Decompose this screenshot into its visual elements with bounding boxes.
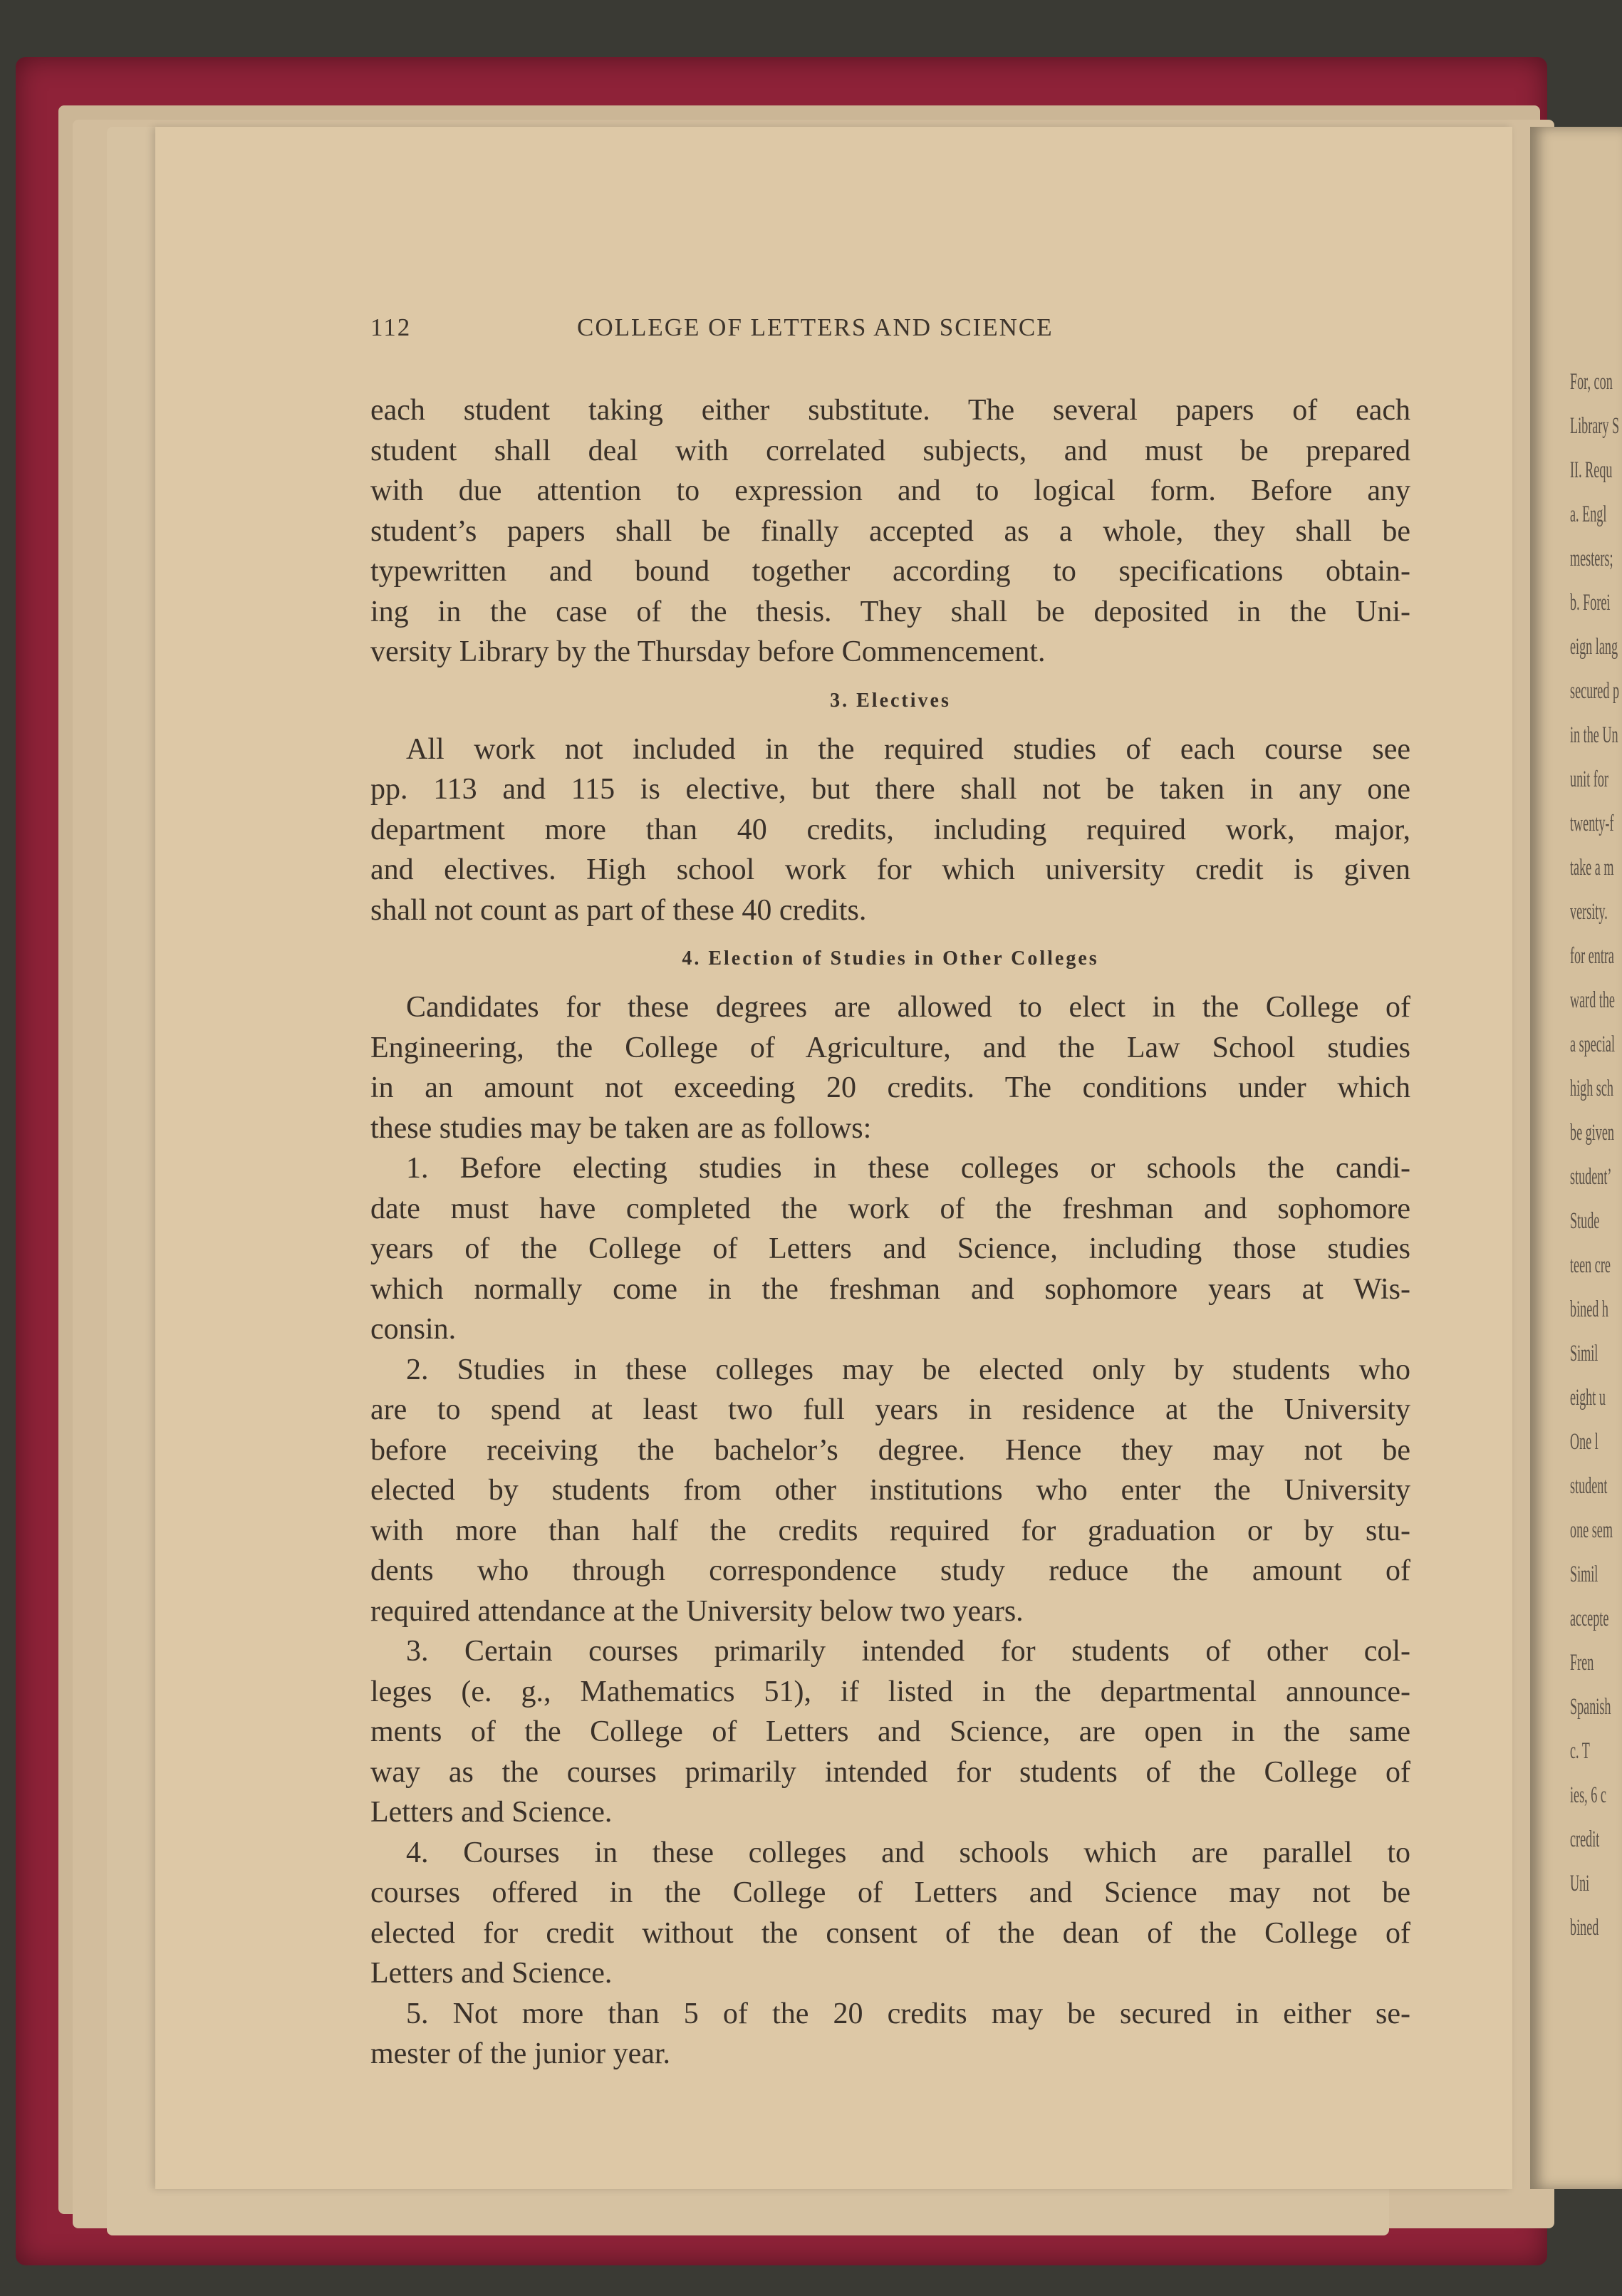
text-line: pp. 113 and 115 is elective, but there shall not be taken in any one [370, 773, 1410, 806]
facing-page-text-fragment: ward the [1570, 987, 1616, 1013]
condition-item-3 [370, 1631, 1410, 1833]
text-line: 1. Before electing studies in these colleges or schools the candi- [406, 1152, 1410, 1185]
facing-page-text-fragment: for entra [1570, 943, 1614, 969]
facing-page-text-fragment: student’ [1570, 1164, 1612, 1190]
body-text [370, 390, 1410, 2074]
facing-page-text-fragment: bined [1570, 1915, 1599, 1941]
text-line: courses offered in the College of Letters and Science may not be [370, 1876, 1410, 1909]
text-line: before receiving the bachelor’s degree. Hence they may not be [370, 1433, 1410, 1467]
facing-page-text-fragment: c. T [1570, 1738, 1590, 1764]
facing-page-text-fragment: Simil [1570, 1341, 1598, 1366]
text-line: are to spend at least two full years in residence at the University [370, 1393, 1410, 1426]
facing-page-text-fragment: One l [1570, 1429, 1598, 1455]
facing-page-text-fragment: high sch [1570, 1076, 1614, 1101]
text-line: elected by students from other institutions who enter the University [370, 1474, 1410, 1507]
facing-page-text-fragment: II. Requ [1570, 457, 1613, 483]
text-line: 4. Courses in these colleges and schools which are parallel to [406, 1836, 1410, 1869]
text-line: 3. Certain courses primarily intended for students of other col- [406, 1635, 1410, 1668]
text-line: date must have completed the work of the freshman and sophomore [370, 1192, 1410, 1225]
section-heading-electives: 3. Electives [830, 689, 951, 712]
condition-item-1 [370, 1148, 1410, 1350]
text-line: student’s papers shall be finally accepted as a whole, they shall be [370, 514, 1410, 548]
condition-item-5 [370, 1994, 1410, 2074]
text-line: ing in the case of the thesis. They shall be deposited in the Uni- [370, 595, 1410, 628]
text-line: leges (e. g., Mathematics 51), if listed in the departmental announce- [370, 1675, 1410, 1708]
text-line: and electives. High school work for which university credit is given [370, 853, 1410, 886]
facing-page-text-fragment: in the Un [1570, 722, 1618, 748]
facing-page-text-fragment: teen cre [1570, 1252, 1611, 1278]
facing-page-text-fragment: Library S [1570, 413, 1620, 439]
facing-page-text-fragment: one sem [1570, 1517, 1613, 1543]
facing-page-text-fragment: ies, 6 c [1570, 1782, 1606, 1808]
text-line: ments of the College of Letters and Science, are open in the same [370, 1715, 1410, 1748]
text-line: shall not count as part of these 40 credits. [370, 893, 867, 927]
condition-item-2 [370, 1350, 1410, 1632]
facing-page [1530, 127, 1622, 2189]
facing-page-text-fragment: accepte [1570, 1606, 1609, 1631]
text-line: which normally come in the freshman and sophomore years at Wis- [370, 1272, 1410, 1306]
text-line: 5. Not more than 5 of the 20 credits may be secured in either se- [406, 1997, 1410, 2030]
text-line: versity Library by the Thursday before Commencement. [370, 635, 1046, 668]
text-line: Letters and Science. [370, 1796, 613, 1829]
facing-page-text-fragment: be given [1570, 1120, 1614, 1146]
text-line: with due attention to expression and to logical form. Before any [370, 474, 1410, 507]
running-header-title: COLLEGE OF LETTERS AND SCIENCE [577, 313, 1054, 341]
facing-page-text-fragment: mesters; [1570, 546, 1613, 571]
facing-page-text-fragment: Stude [1570, 1208, 1600, 1234]
text-line: these studies may be taken are as follows: [370, 1111, 872, 1145]
text-line: in an amount not exceeding 20 credits. The conditions under which [370, 1071, 1410, 1104]
text-line: Letters and Science. [370, 1957, 613, 1990]
facing-page-text-fragment: secured p [1570, 678, 1620, 704]
facing-page-text-fragment: bined h [1570, 1297, 1608, 1322]
text-line: dents who through correspondence study reduce the amount of [370, 1554, 1410, 1587]
text-line: consin. [370, 1313, 457, 1346]
section-heading-election-of-studies: 4. Election of Studies in Other Colleges [682, 947, 1099, 970]
text-line: years of the College of Letters and Science, including those studies [370, 1232, 1410, 1265]
text-line: Engineering, the College of Agriculture, and the Law School studies [370, 1031, 1410, 1064]
text-line: way as the courses primarily intended for students of the College of [370, 1755, 1410, 1789]
text-line: student shall deal with correlated subjects, and must be prepared [370, 434, 1410, 467]
text-line: elected for credit without the consent of the dean of the College of [370, 1916, 1410, 1950]
text-line: mester of the junior year. [370, 2037, 671, 2070]
page-number: 112 [370, 313, 412, 341]
facing-page-text-fragment: For, con [1570, 369, 1613, 395]
facing-page-text-fragment: a. Engl [1570, 502, 1607, 527]
text-line: 2. Studies in these colleges may be elected only by students who [406, 1353, 1410, 1386]
text-line: typewritten and bound together according to specifications obtain- [370, 555, 1410, 588]
condition-item-4 [370, 1833, 1410, 1994]
facing-page-text-fragment: a special [1570, 1032, 1615, 1057]
facing-page-text-fragment: student [1570, 1473, 1608, 1499]
facing-page-text-fragment: Simil [1570, 1562, 1598, 1587]
facing-page-text-fragment: b. Forei [1570, 590, 1611, 615]
paragraph-electives [370, 729, 1410, 931]
text-line: required attendance at the University below two years. [370, 1594, 1024, 1628]
facing-page-text-fragment: credit [1570, 1827, 1600, 1852]
facing-page-text-fragment: Spanish [1570, 1694, 1611, 1720]
paragraph-continuation [370, 390, 1410, 672]
facing-page-text-fragment: twenty-f [1570, 811, 1614, 836]
text-line: with more than half the credits required for graduation or by stu- [370, 1514, 1410, 1547]
text-line: department more than 40 credits, including required work, major, [370, 813, 1410, 846]
facing-page-text-fragment: take a m [1570, 855, 1614, 881]
facing-page-text-fragment: Fren [1570, 1650, 1594, 1676]
facing-page-text-fragment: eign lang [1570, 634, 1618, 660]
text-line: Candidates for these degrees are allowed to elect in the College of [406, 991, 1410, 1024]
text-line: each student taking either substitute. The several papers of each [370, 394, 1410, 427]
facing-page-text-fragment: eight u [1570, 1385, 1606, 1411]
running-header [370, 313, 1410, 353]
facing-page-text-fragment: versity. [1570, 899, 1608, 925]
text-line: All work not included in the required studies of each course see [406, 732, 1410, 766]
facing-page-text-fragment: unit for [1570, 767, 1608, 792]
paragraph-candidates [370, 987, 1410, 1148]
facing-page-text-fragment: Uni [1570, 1871, 1590, 1896]
